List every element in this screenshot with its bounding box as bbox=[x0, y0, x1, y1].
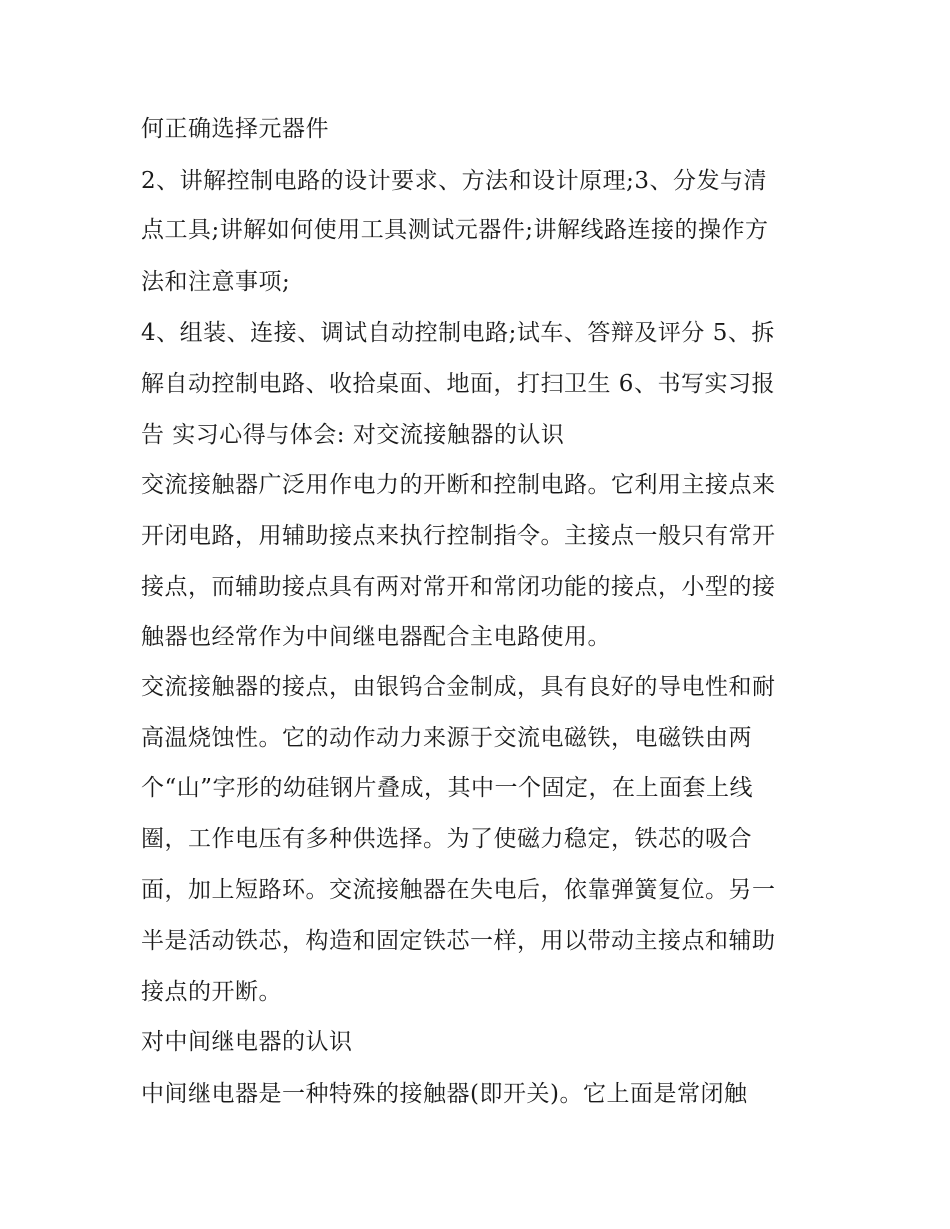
text-line: 面，加上短路环。交流接触器在失电后，依靠弹簧复位。另一 bbox=[141, 877, 776, 903]
text-line: 解自动控制电路、收拾桌面、地面，打扫卫生 6、书写实习报 bbox=[141, 371, 775, 397]
text-line: 告 实习心得与体会: 对交流接触器的认识 bbox=[141, 422, 565, 448]
text-line: 何正确选择元器件 bbox=[141, 116, 329, 142]
text-line: 接点的开断。 bbox=[141, 979, 282, 1005]
text-line: 圈，工作电压有多种供选择。为了使磁力稳定，铁芯的吸合 bbox=[141, 826, 752, 852]
text-line: 半是活动铁芯，构造和固定铁芯一样，用以带动主接点和辅助 bbox=[141, 928, 776, 954]
text-line: 开闭电路，用辅助接点来执行控制指令。主接点一般只有常开 bbox=[141, 523, 776, 549]
text-line: 4、组装、连接、调试自动控制电路;试车、答辩及评分 5、拆 bbox=[141, 320, 775, 346]
text-line: 个“山”字形的幼硅钢片叠成，其中一个固定，在上面套上线 bbox=[141, 775, 754, 801]
text-line: 中间继电器是一种特殊的接触器(即开关)。它上面是常闭触 bbox=[141, 1081, 748, 1107]
text-line: 2、讲解控制电路的设计要求、方法和设计原理;3、分发与清 bbox=[141, 168, 768, 194]
text-line: 触器也经常作为中间继电器配合主电路使用。 bbox=[141, 624, 611, 650]
text-line: 法和注意事项; bbox=[141, 269, 291, 295]
text-line: 高温烧蚀性。它的动作动力来源于交流电磁铁，电磁铁由两 bbox=[141, 725, 752, 751]
text-line: 交流接触器广泛用作电力的开断和控制电路。它利用主接点来 bbox=[141, 472, 776, 498]
text-line: 点工具;讲解如何使用工具测试元器件;讲解线路连接的操作方 bbox=[141, 217, 769, 243]
text-line: 对中间继电器的认识 bbox=[141, 1029, 353, 1055]
text-line: 接点，而辅助接点具有两对常开和常闭功能的接点，小型的接 bbox=[141, 574, 776, 600]
text-line: 交流接触器的接点，由银钨合金制成，具有良好的导电性和耐 bbox=[141, 674, 776, 700]
